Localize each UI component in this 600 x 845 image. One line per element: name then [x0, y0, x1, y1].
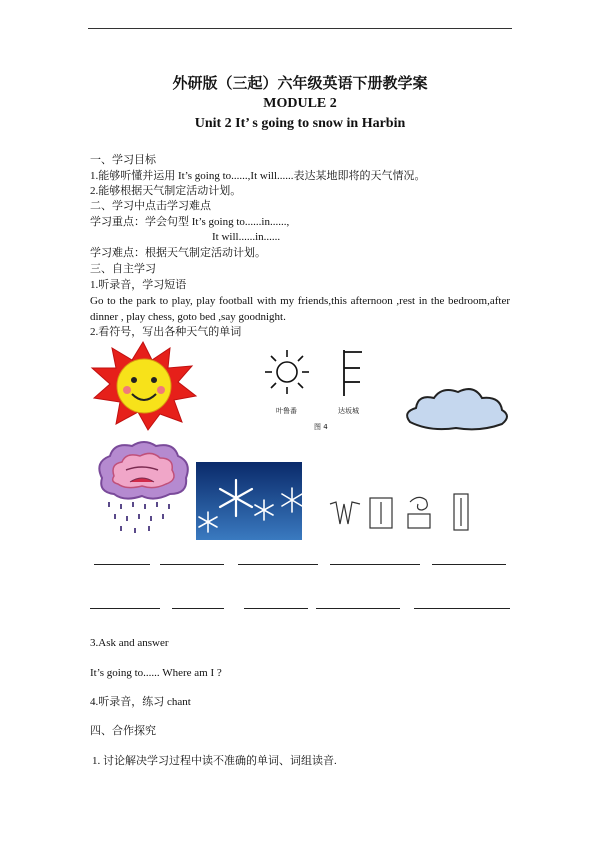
objective-1: 1.能够听懂并运用 It’s going to......,It will......表达某地即将的天气情况。: [90, 170, 426, 182]
figure-caption: 图 4: [314, 423, 328, 431]
answer-blank[interactable]: [432, 564, 506, 565]
section-1-heading: 一、学习目标: [90, 154, 156, 166]
task-1: 1.听录音，学习短语: [90, 279, 187, 291]
answer-blank[interactable]: [238, 564, 318, 565]
section-3-heading: 三、自主学习: [90, 263, 156, 275]
task-2: 2.看符号，写出各种天气的单词: [90, 326, 242, 338]
answer-blank[interactable]: [160, 564, 224, 565]
answer-blank[interactable]: [90, 608, 160, 609]
sun-face-icon: [88, 340, 198, 432]
unit-title: Unit 2 It’ s going to snow in Harbin: [194, 116, 406, 131]
key-point-pattern-2: It will......in......: [212, 231, 281, 243]
answer-blank[interactable]: [330, 564, 420, 565]
task-3-pattern: It’s going to...... Where am I ?: [90, 667, 222, 679]
rain-cloud-icon: [94, 438, 194, 538]
label-dabancheng: 达坂城: [338, 407, 359, 415]
thermometer-icons: [326, 490, 486, 534]
cloud-icon: [400, 382, 512, 434]
section-4-heading: 四、合作探究: [90, 725, 156, 737]
section-2-heading: 二、学习中点击学习难点: [90, 200, 211, 212]
answer-blank[interactable]: [316, 608, 400, 609]
answer-blank[interactable]: [414, 608, 510, 609]
weather-symbol-wind-icon: [338, 348, 366, 398]
label-turpan: 叶鲁番: [276, 407, 297, 415]
phrase-paragraph: Go to the park to play, play football with my friends,this afternoon ,rest in the bedroom,after dinner , play chess, goto bed ,say goodnight.: [90, 295, 510, 323]
answer-blank[interactable]: [172, 608, 224, 609]
header-rule: [88, 28, 512, 29]
task-3: 3.Ask and answer: [90, 637, 169, 649]
module-title: MODULE 2: [263, 96, 337, 111]
snowflake-photo-icon: [196, 462, 302, 540]
objective-2: 2.能够根据天气制定活动计划。: [90, 185, 242, 197]
weather-symbol-sunny-icon: [262, 348, 312, 396]
cooperation-item-1: 1. 讨论解决学习过程中读不准确的单词、词组读音.: [92, 755, 337, 767]
task-4: 4.听录音，练习 chant: [90, 696, 191, 708]
page-title: 外研版（三起）六年级英语下册教学案: [172, 76, 428, 92]
answer-blank[interactable]: [94, 564, 150, 565]
key-point: 学习重点：学会句型 It’s going to......in......,: [90, 216, 290, 228]
difficult-point: 学习难点：根据天气制定活动计划。: [90, 247, 266, 259]
answer-blank[interactable]: [244, 608, 308, 609]
